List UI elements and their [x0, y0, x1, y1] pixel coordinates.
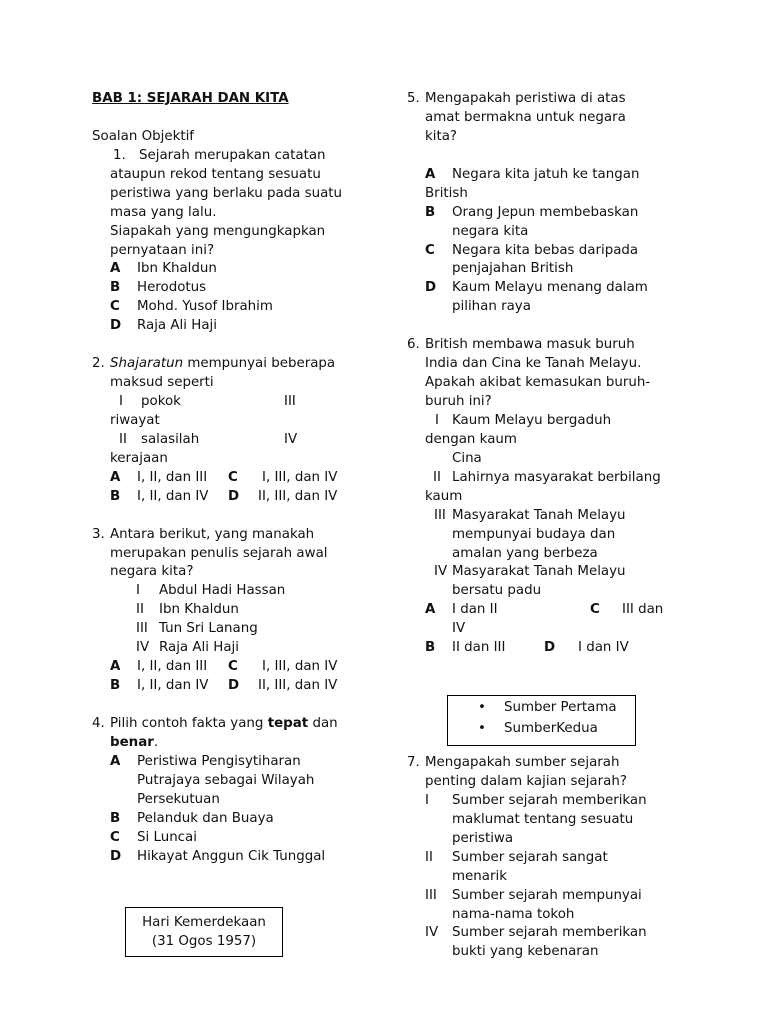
statement-row: I Abdul Hadi Hassan [136, 583, 286, 599]
question-1 [92, 147, 382, 336]
question-text: pernyataan ini? [110, 242, 215, 258]
question-text: maksud seperti [110, 375, 214, 391]
option-c: C Negara kita bebas daripada [425, 242, 639, 258]
answer-row: B II dan III D I dan IV [425, 640, 629, 656]
independence-day-box [125, 907, 283, 957]
chapter-title: BAB 1: SEJARAH DAN KITA [92, 91, 289, 106]
statement-row: I Sumber sejarah memberikan [425, 792, 647, 808]
statement-row: III Tun Sri Lanang [136, 621, 258, 637]
question-number: 4. [92, 715, 105, 731]
statement-text: kerajaan [110, 450, 168, 466]
sources-box: • Sumber Pertama • SumberKedua [447, 695, 636, 746]
option-c: C Mohd. Yusof Ibrahim [110, 299, 273, 315]
question-text: negara kita? [110, 564, 194, 580]
answer-text: IV [452, 621, 466, 637]
option-text: pilihan raya [452, 299, 531, 315]
question-number: 2. [92, 356, 105, 372]
statement-text: kaum [425, 488, 463, 504]
question-text: benar. [110, 734, 159, 750]
question-number: 5. [407, 91, 420, 106]
question-4 [92, 715, 382, 867]
option-d: D Raja Ali Haji [110, 318, 217, 334]
statement-row: IV Raja Ali Haji [136, 640, 239, 656]
section-title: Soalan Objektif [92, 128, 195, 144]
statement-row: I Kaum Melayu bergaduh [435, 412, 612, 428]
question-3 [92, 526, 382, 696]
option-text: Putrajaya sebagai Wilayah [137, 772, 315, 788]
statement-row: III Masyarakat Tanah Melayu [434, 507, 626, 523]
question-text: ataupun rekod tentang sesuatu [110, 166, 321, 182]
statement-row: II Lahirnya masyarakat berbilang [433, 469, 661, 485]
bullet-icon: • [478, 721, 486, 736]
option-a: A Ibn Khaldun [110, 261, 217, 277]
question-text: Apakah akibat kemasukan buruh- [425, 375, 651, 391]
question-text: Mengapakah peristiwa di atas [425, 91, 626, 106]
option-d: D Kaum Melayu menang dalam [425, 280, 648, 296]
option-text: penjajahan British [452, 261, 574, 277]
answer-row: B I, II, dan IV D II, III, dan IV [110, 678, 338, 694]
question-text: British membawa masuk buruh [425, 337, 635, 353]
question-number: 3. [92, 526, 105, 542]
statement-text: Cina [452, 450, 482, 466]
option-a: A Peristiwa Pengisytiharan [110, 753, 301, 769]
question-text: Sejarah merupakan catatan [139, 147, 326, 163]
answer-row: A I, II, dan III C I, III, dan IV [110, 469, 338, 485]
answer-row: B I, II, dan IV D II, III, dan IV [110, 488, 338, 504]
question-text: amat bermakna untuk negara [425, 109, 626, 125]
statement-row: II Sumber sejarah sangat [425, 849, 608, 865]
question-number: 6. [407, 337, 420, 353]
statement-text: dengan kaum [425, 431, 517, 447]
question-text: peristiwa yang berlaku pada suatu [110, 185, 343, 201]
statement-text: bersatu padu [452, 583, 542, 599]
statement-text: maklumat tentang sesuatu [452, 811, 634, 827]
option-b: B Pelanduk dan Buaya [110, 810, 274, 826]
statement-text: nama-nama tokoh [452, 906, 575, 922]
statement-row: IV Masyarakat Tanah Melayu [434, 564, 626, 580]
box-line: (31 Ogos 1957) [151, 934, 257, 949]
statement-text: menarik [452, 868, 507, 884]
right-column [407, 90, 697, 658]
question-text: Mengapakah sumber sejarah [425, 755, 620, 770]
question-number: 1. [113, 147, 126, 163]
bullet-icon: • [478, 700, 486, 715]
option-c: C Si Luncai [110, 829, 197, 845]
statement-text: riwayat [110, 412, 160, 428]
question-5 [407, 90, 697, 317]
question-text: kita? [425, 128, 458, 144]
question-number: 7. [407, 755, 420, 770]
question-text: merupakan penulis sejarah awal [110, 545, 328, 561]
question-6 [407, 336, 697, 658]
answer-row: A I dan II C III dan [425, 602, 664, 618]
option-b: B Herodotus [110, 280, 207, 296]
question-text: penting dalam kajian sejarah? [425, 773, 627, 789]
question-text: masa yang lalu. [110, 204, 217, 220]
statement-row: II Ibn Khaldun [136, 602, 239, 618]
option-text: British [425, 185, 468, 201]
question-2 [92, 355, 382, 507]
statement-text: bukti yang kebenaran [452, 944, 599, 960]
option-text: negara kita [452, 223, 529, 239]
question-text: buruh ini? [425, 394, 492, 409]
statement-row: IV Sumber sejarah memberikan [425, 925, 647, 941]
left-column [92, 90, 382, 866]
option-d: D Hikayat Anggun Cik Tunggal [110, 848, 326, 864]
box-line: Hari Kemerdekaan [142, 915, 266, 930]
statement-row: I pokok III [119, 394, 296, 410]
question-7 [407, 754, 697, 962]
statement-row: III Sumber sejarah mempunyai [425, 887, 642, 903]
option-a: A Negara kita jatuh ke tangan [425, 166, 640, 182]
statement-text: mempunyai budaya dan [452, 526, 616, 542]
question-text: India dan Cina ke Tanah Melayu. [425, 356, 642, 372]
option-b: B Orang Jepun membebaskan [425, 204, 639, 220]
question-text: Siapakah yang mengungkapkan [110, 223, 326, 239]
statement-row: II salasilah IV [119, 431, 298, 447]
question-text: Pilih contoh fakta yang tepat dan [110, 715, 338, 731]
statement-text: amalan yang berbeza [452, 545, 598, 561]
answer-row: A I, II, dan III C I, III, dan IV [110, 659, 338, 675]
question-text: Antara berikut, yang manakah [110, 526, 315, 542]
statement-text: peristiwa [452, 830, 514, 846]
option-text: Persekutuan [137, 791, 220, 807]
question-text: Shajaratun mempunyai beberapa [110, 356, 336, 372]
